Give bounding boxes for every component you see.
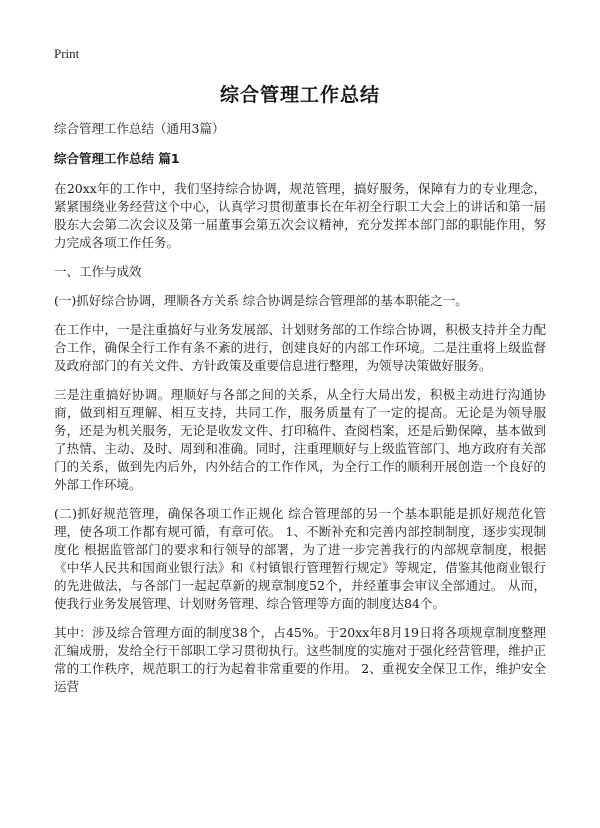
paragraph-coordination-1: 在工作中，一是注重搞好与业务发展部、计划财务部的工作综合协调，积极支持并全力配合工作，确保全行工作有条不紊的进行，创建良好的内部工作环境。二是注重将上级监督及政府部门的有关文件、方针政策及重要信息进行整理，为领导决策做好服务。 bbox=[54, 322, 546, 373]
print-label: Print bbox=[54, 46, 80, 61]
document-subtitle: 综合管理工作总结（通用3篇） bbox=[54, 121, 225, 136]
paragraph-coordination-heading: (一)抓好综合协调，理顺各方关系 综合协调是综合管理部的基本职能之一。 bbox=[54, 293, 468, 308]
paragraph-management: (二)抓好规范管理，确保各项工作正规化 综合管理部的另一个基本职能是抓好规范化管理，使各项工作都有规可循，有章可依。 1、不断补充和完善内部控制制度，逐步实现制度化 根据监管部门的要求和行领导的部署，为了进一步完善我行的内部规章制度，根据《中华人民共和国商业银行法》和《村镇银行管理暂行规定》等规定，借鉴其他商业银行的先进做法，与各部门一起起草新的规章制度52个，并经董事会审议全部通过。 从而，使我行业务发展管理、计划财务管理、综合管理等方面的制度达84个。 bbox=[54, 506, 546, 611]
paragraph-coordination-2: 三是注重搞好协调。理顺好与各部之间的关系，从全行大局出发，积极主动进行沟通协商，做到相互理解、相互支持，共同工作，服务质量有了一定的提高。无论是为领导服务，还是为机关服务，无论是收发文件、打印稿件、查阅档案，还是后勤保障，基本做到了热情、主动、及时、周到和准确。同时，注重理顺好与上级监管部门、地方政府有关部门的关系，做到先内后外，内外结合的工作作风，为全行工作的顺利开展创造一个良好的外部工作环境。 bbox=[54, 387, 546, 492]
document-title: 综合管理工作总结 bbox=[219, 84, 380, 106]
paragraph-statistics: 其中：涉及综合管理方面的制度38个，占45%。于20xx年8月19日将各项规章制度整理汇编成册，发给全行干部职工学习贯彻执行。这些制度的实施对于强化经营管理，维护正常的工作秩序，规范职工的行为起着非常重要的作用。 2、重视安全保卫工作，维护安全运营 bbox=[54, 625, 546, 694]
paragraph-heading-work: 一、工作与成效 bbox=[54, 264, 142, 279]
section-heading: 综合管理工作总结 篇1 bbox=[54, 151, 180, 166]
paragraph-intro: 在20xx年的工作中，我们坚持综合协调，规范管理，搞好服务，保障有力的专业理念，紧紧围绕业务经营这个中心，认真学习贯彻董事长在年初全行职工大会上的讲话和第一届股东大会第二次会议及第一届董事会第五次会议精神，充分发挥本部门部的职能作用，努力完成各项工作任务。 bbox=[54, 181, 546, 250]
document-body bbox=[54, 120, 546, 707]
